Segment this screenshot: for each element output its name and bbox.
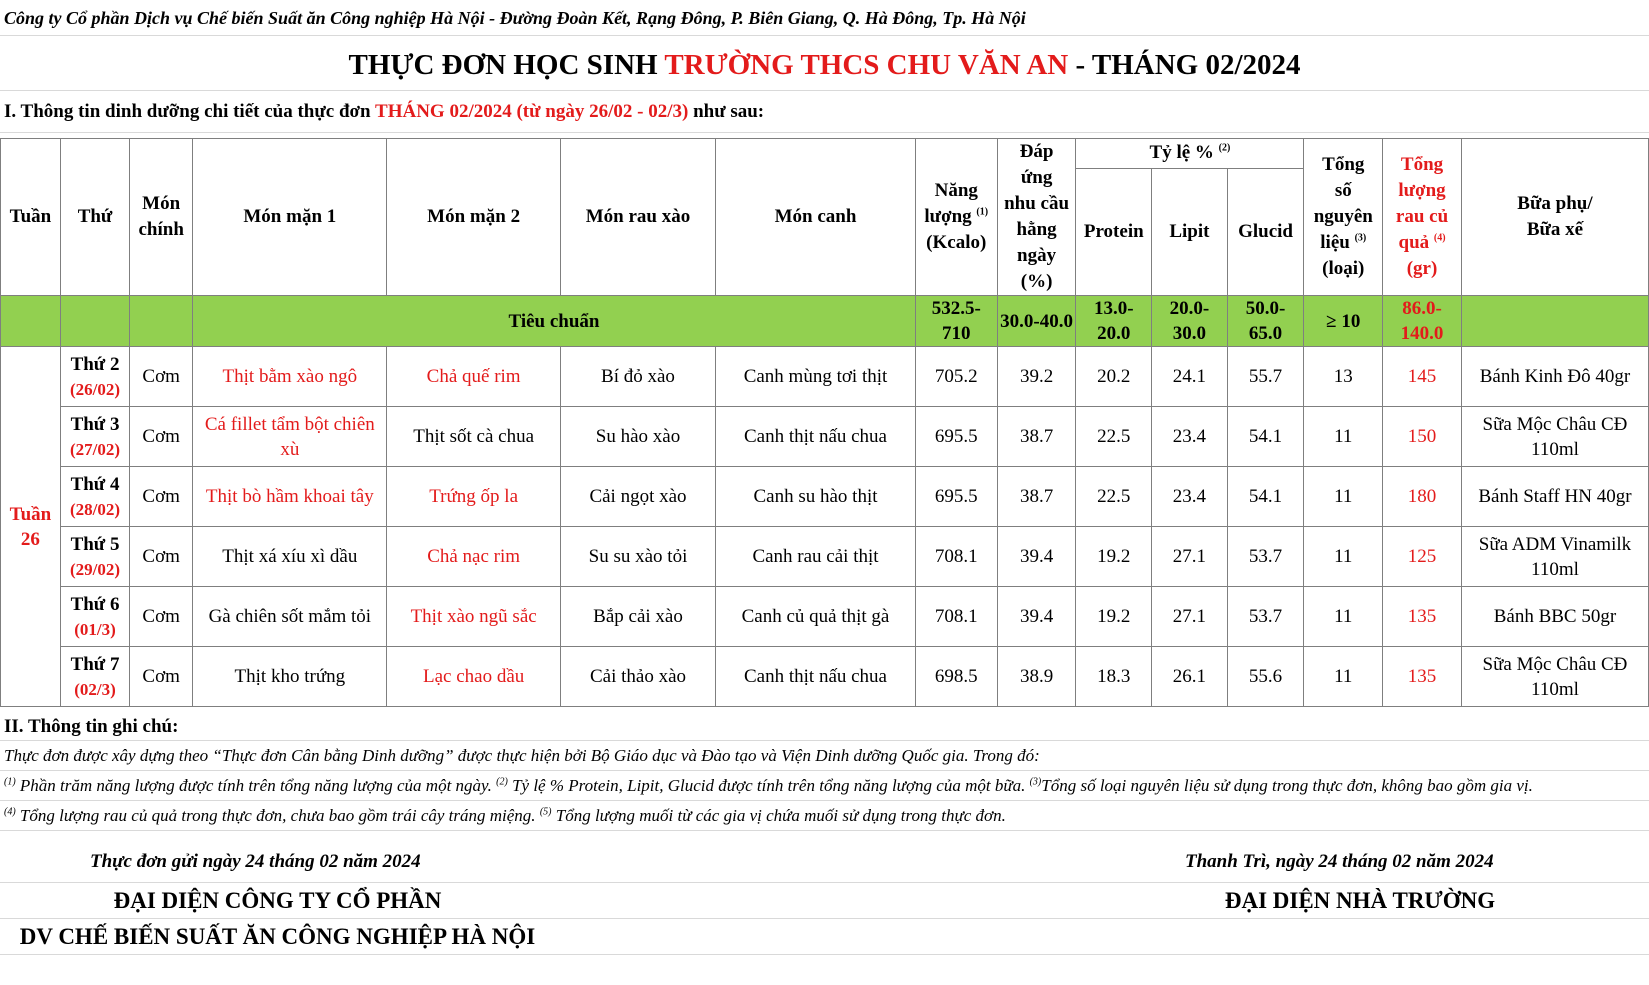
header-savory-1: Món mặn 1 xyxy=(193,139,387,296)
vegetable-dish: Cải ngọt xào xyxy=(560,467,715,527)
title-part1: THỰC ĐƠN HỌC SINH xyxy=(348,49,665,81)
day-rows xyxy=(1,347,1649,707)
protein-value: 19.2 xyxy=(1076,587,1152,647)
ingredients-value: 11 xyxy=(1304,467,1383,527)
section-1-heading xyxy=(0,91,1649,133)
standard-daily-need: 30.0-40.0 xyxy=(997,296,1076,347)
table-row xyxy=(1,467,1649,527)
header-vegetable: Món rau xào xyxy=(560,139,715,296)
daily-need-value: 39.4 xyxy=(997,527,1076,587)
note-line-2: $^{(4)}$ Tổng lượng rau củ quả trong thực đơn, chưa bao gồm trái cây tráng miệng. $^{(5)}$ Tổng lượng muối từ các gia vị chứa muối sử dụng trong thực đơn. xyxy=(0,801,1649,831)
section-1-prefix: I. Thông tin dinh dưỡng chi tiết của thực đơn xyxy=(4,101,376,122)
energy-value: 708.1 xyxy=(915,587,997,647)
vegetable-dish: Cải thảo xào xyxy=(560,647,715,707)
energy-value: 698.5 xyxy=(915,647,997,707)
page-title xyxy=(0,36,1649,91)
snack-value: Bánh Staff HN 40gr xyxy=(1461,467,1648,527)
week-label: Tuần 26 xyxy=(1,347,61,707)
header-vegetable-total: Tổng lượng rau củ quả $^{(4)}$ (gr) xyxy=(1383,139,1462,296)
day-cell: Thứ 4 (28/02) xyxy=(60,467,129,527)
vegetable-total-value: 145 xyxy=(1383,347,1462,407)
vegetable-total-value: 180 xyxy=(1383,467,1462,527)
nutrition-table xyxy=(0,138,1649,707)
table-row xyxy=(1,587,1649,647)
savory-dish-1: Thịt xá xíu xì dầu xyxy=(193,527,387,587)
main-dish: Cơm xyxy=(130,587,193,647)
standard-ingredients: ≥ 10 xyxy=(1304,296,1383,347)
company-rep-line-2: DV CHẾ BIẾN SUẤT ĂN CÔNG NGHIỆP HÀ NỘI xyxy=(19,924,536,949)
savory-dish-1: Gà chiên sốt mắm tỏi xyxy=(193,587,387,647)
protein-value: 19.2 xyxy=(1076,527,1152,587)
snack-value: Sữa Mộc Châu CĐ 110ml xyxy=(1461,407,1648,467)
header-ratio: Tỷ lệ % $^{(2)}$ xyxy=(1076,139,1304,169)
standard-energy: 532.5-710 xyxy=(915,296,997,347)
glucid-value: 53.7 xyxy=(1227,527,1304,587)
savory-dish-2: Chả quế rim xyxy=(387,347,560,407)
energy-value: 695.5 xyxy=(915,407,997,467)
main-dish: Cơm xyxy=(130,647,193,707)
daily-need-value: 38.7 xyxy=(997,407,1076,467)
vegetable-dish: Su su xào tỏi xyxy=(560,527,715,587)
savory-dish-2: Lạc chao dầu xyxy=(387,647,560,707)
ingredients-value: 13 xyxy=(1304,347,1383,407)
sign-date: Thanh Trì, ngày 24 tháng 02 năm 2024 xyxy=(1185,851,1494,872)
school-rep: ĐẠI DIỆN NHÀ TRƯỜNG xyxy=(1224,888,1496,913)
note-intro: Thực đơn được xây dựng theo “Thực đơn Cân bằng Dinh dưỡng” được thực hiện bởi Bộ Giáo dục và Đào tạo và Viện Dinh dưỡng Quốc gia. Trong đó: xyxy=(0,741,1649,771)
vegetable-total-value: 150 xyxy=(1383,407,1462,467)
protein-value: 18.3 xyxy=(1076,647,1152,707)
savory-dish-1: Cá fillet tẩm bột chiên xù xyxy=(193,407,387,467)
vegetable-dish: Bí đỏ xào xyxy=(560,347,715,407)
table-row xyxy=(1,407,1649,467)
header-ingredients: Tổng số nguyên liệu $^{(3)}$ (loại) xyxy=(1304,139,1383,296)
soup-dish: Canh mùng tơi thịt xyxy=(716,347,916,407)
standard-lipit: 20.0-30.0 xyxy=(1152,296,1228,347)
lipit-value: 26.1 xyxy=(1152,647,1228,707)
standard-vegetable-total: 86.0-140.0 xyxy=(1383,296,1462,347)
soup-dish: Canh thịt nấu chua xyxy=(716,647,916,707)
main-dish: Cơm xyxy=(130,467,193,527)
company-rep-line-1: ĐẠI DIỆN CÔNG TY CỔ PHẦN xyxy=(113,888,442,913)
lipit-value: 23.4 xyxy=(1152,467,1228,527)
glucid-value: 53.7 xyxy=(1227,587,1304,647)
section-1-suffix: như sau: xyxy=(688,101,765,122)
vegetable-dish: Bắp cải xào xyxy=(560,587,715,647)
title-part2: - THÁNG 02/2024 xyxy=(1068,49,1301,81)
daily-need-value: 39.4 xyxy=(997,587,1076,647)
savory-dish-1: Thịt bằm xào ngô xyxy=(193,347,387,407)
day-cell: Thứ 2 (26/02) xyxy=(60,347,129,407)
standard-glucid: 50.0-65.0 xyxy=(1227,296,1304,347)
vegetable-dish: Su hào xào xyxy=(560,407,715,467)
daily-need-value: 38.7 xyxy=(997,467,1076,527)
main-dish: Cơm xyxy=(130,407,193,467)
signature-row-2 xyxy=(0,919,1649,955)
savory-dish-1: Thịt kho trứng xyxy=(193,647,387,707)
standard-row xyxy=(1,296,1649,347)
glucid-value: 54.1 xyxy=(1227,407,1304,467)
savory-dish-2: Thịt xào ngũ sắc xyxy=(387,587,560,647)
snack-value: Sữa ADM Vinamilk 110ml xyxy=(1461,527,1648,587)
header-main: Món chính xyxy=(130,139,193,296)
day-cell: Thứ 5 (29/02) xyxy=(60,527,129,587)
protein-value: 22.5 xyxy=(1076,467,1152,527)
energy-value: 708.1 xyxy=(915,527,997,587)
lipit-value: 27.1 xyxy=(1152,527,1228,587)
glucid-value: 55.6 xyxy=(1227,647,1304,707)
note-line-1: $^{(1)}$ Phần trăm năng lượng được tính trên tổng năng lượng của một ngày. $^{(2)}$ Tỷ lệ % Protein, Lipit, Glucid được tính trên tổng năng lượng của một bữa. $^{(3)}$Tổng số loại nguyên liệu sử dụng trong thực đơn, không bao gồm gia vị. xyxy=(0,771,1649,801)
signature-row-1 xyxy=(0,883,1649,919)
soup-dish: Canh củ quả thịt gà xyxy=(716,587,916,647)
lipit-value: 23.4 xyxy=(1152,407,1228,467)
glucid-value: 54.1 xyxy=(1227,467,1304,527)
standard-label: Tiêu chuẩn xyxy=(193,296,916,347)
savory-dish-2: Chả nạc rim xyxy=(387,527,560,587)
soup-dish: Canh thịt nấu chua xyxy=(716,407,916,467)
section-2-heading: II. Thông tin ghi chú: xyxy=(0,713,1649,741)
protein-value: 20.2 xyxy=(1076,347,1152,407)
day-cell: Thứ 3 (27/02) xyxy=(60,407,129,467)
header-protein: Protein xyxy=(1076,168,1152,295)
savory-dish-2: Trứng ốp la xyxy=(387,467,560,527)
header-energy: Năng lượng $^{(1)}$ (Kcalo) xyxy=(915,139,997,296)
sent-date: Thực đơn gửi ngày 24 tháng 02 năm 2024 xyxy=(90,851,421,872)
day-cell: Thứ 7 (02/3) xyxy=(60,647,129,707)
header-snack: Bữa phụ/ Bữa xế xyxy=(1461,139,1648,296)
date-row xyxy=(0,841,1649,883)
header-soup: Món canh xyxy=(716,139,916,296)
header-day: Thứ xyxy=(60,139,129,296)
standard-protein: 13.0-20.0 xyxy=(1076,296,1152,347)
main-dish: Cơm xyxy=(130,347,193,407)
snack-value: Sữa Mộc Châu CĐ 110ml xyxy=(1461,647,1648,707)
company-header: Công ty Cổ phần Dịch vụ Chế biến Suất ăn Công nghiệp Hà Nội - Đường Đoàn Kết, Rạng Đông, P. Biên Giang, Q. Hà Đông, Tp. Hà Nội xyxy=(0,0,1649,36)
soup-dish: Canh rau cải thịt xyxy=(716,527,916,587)
soup-dish: Canh su hào thịt xyxy=(716,467,916,527)
main-dish: Cơm xyxy=(130,527,193,587)
lipit-value: 27.1 xyxy=(1152,587,1228,647)
vegetable-total-value: 135 xyxy=(1383,587,1462,647)
title-school: TRƯỜNG THCS CHU VĂN AN xyxy=(664,49,1069,81)
header-savory-2: Món mặn 2 xyxy=(387,139,560,296)
header-week: Tuần xyxy=(1,139,61,296)
section-1-period: THÁNG 02/2024 (từ ngày 26/02 - 02/3) xyxy=(375,101,689,122)
header-daily-need: Đáp ứng nhu cầu hằng ngày (%) xyxy=(997,139,1076,296)
day-cell: Thứ 6 (01/3) xyxy=(60,587,129,647)
vegetable-total-value: 135 xyxy=(1383,647,1462,707)
table-row xyxy=(1,347,1649,407)
savory-dish-2: Thịt sốt cà chua xyxy=(387,407,560,467)
table-row xyxy=(1,527,1649,587)
header-glucid: Glucid xyxy=(1227,168,1304,295)
vegetable-total-value: 125 xyxy=(1383,527,1462,587)
energy-value: 695.5 xyxy=(915,467,997,527)
ingredients-value: 11 xyxy=(1304,587,1383,647)
daily-need-value: 39.2 xyxy=(997,347,1076,407)
energy-value: 705.2 xyxy=(915,347,997,407)
table-row xyxy=(1,647,1649,707)
protein-value: 22.5 xyxy=(1076,407,1152,467)
ingredients-value: 11 xyxy=(1304,407,1383,467)
glucid-value: 55.7 xyxy=(1227,347,1304,407)
snack-value: Bánh Kinh Đô 40gr xyxy=(1461,347,1648,407)
daily-need-value: 38.9 xyxy=(997,647,1076,707)
header-lipit: Lipit xyxy=(1152,168,1228,295)
savory-dish-1: Thịt bò hầm khoai tây xyxy=(193,467,387,527)
lipit-value: 24.1 xyxy=(1152,347,1228,407)
snack-value: Bánh BBC 50gr xyxy=(1461,587,1648,647)
ingredients-value: 11 xyxy=(1304,527,1383,587)
ingredients-value: 11 xyxy=(1304,647,1383,707)
